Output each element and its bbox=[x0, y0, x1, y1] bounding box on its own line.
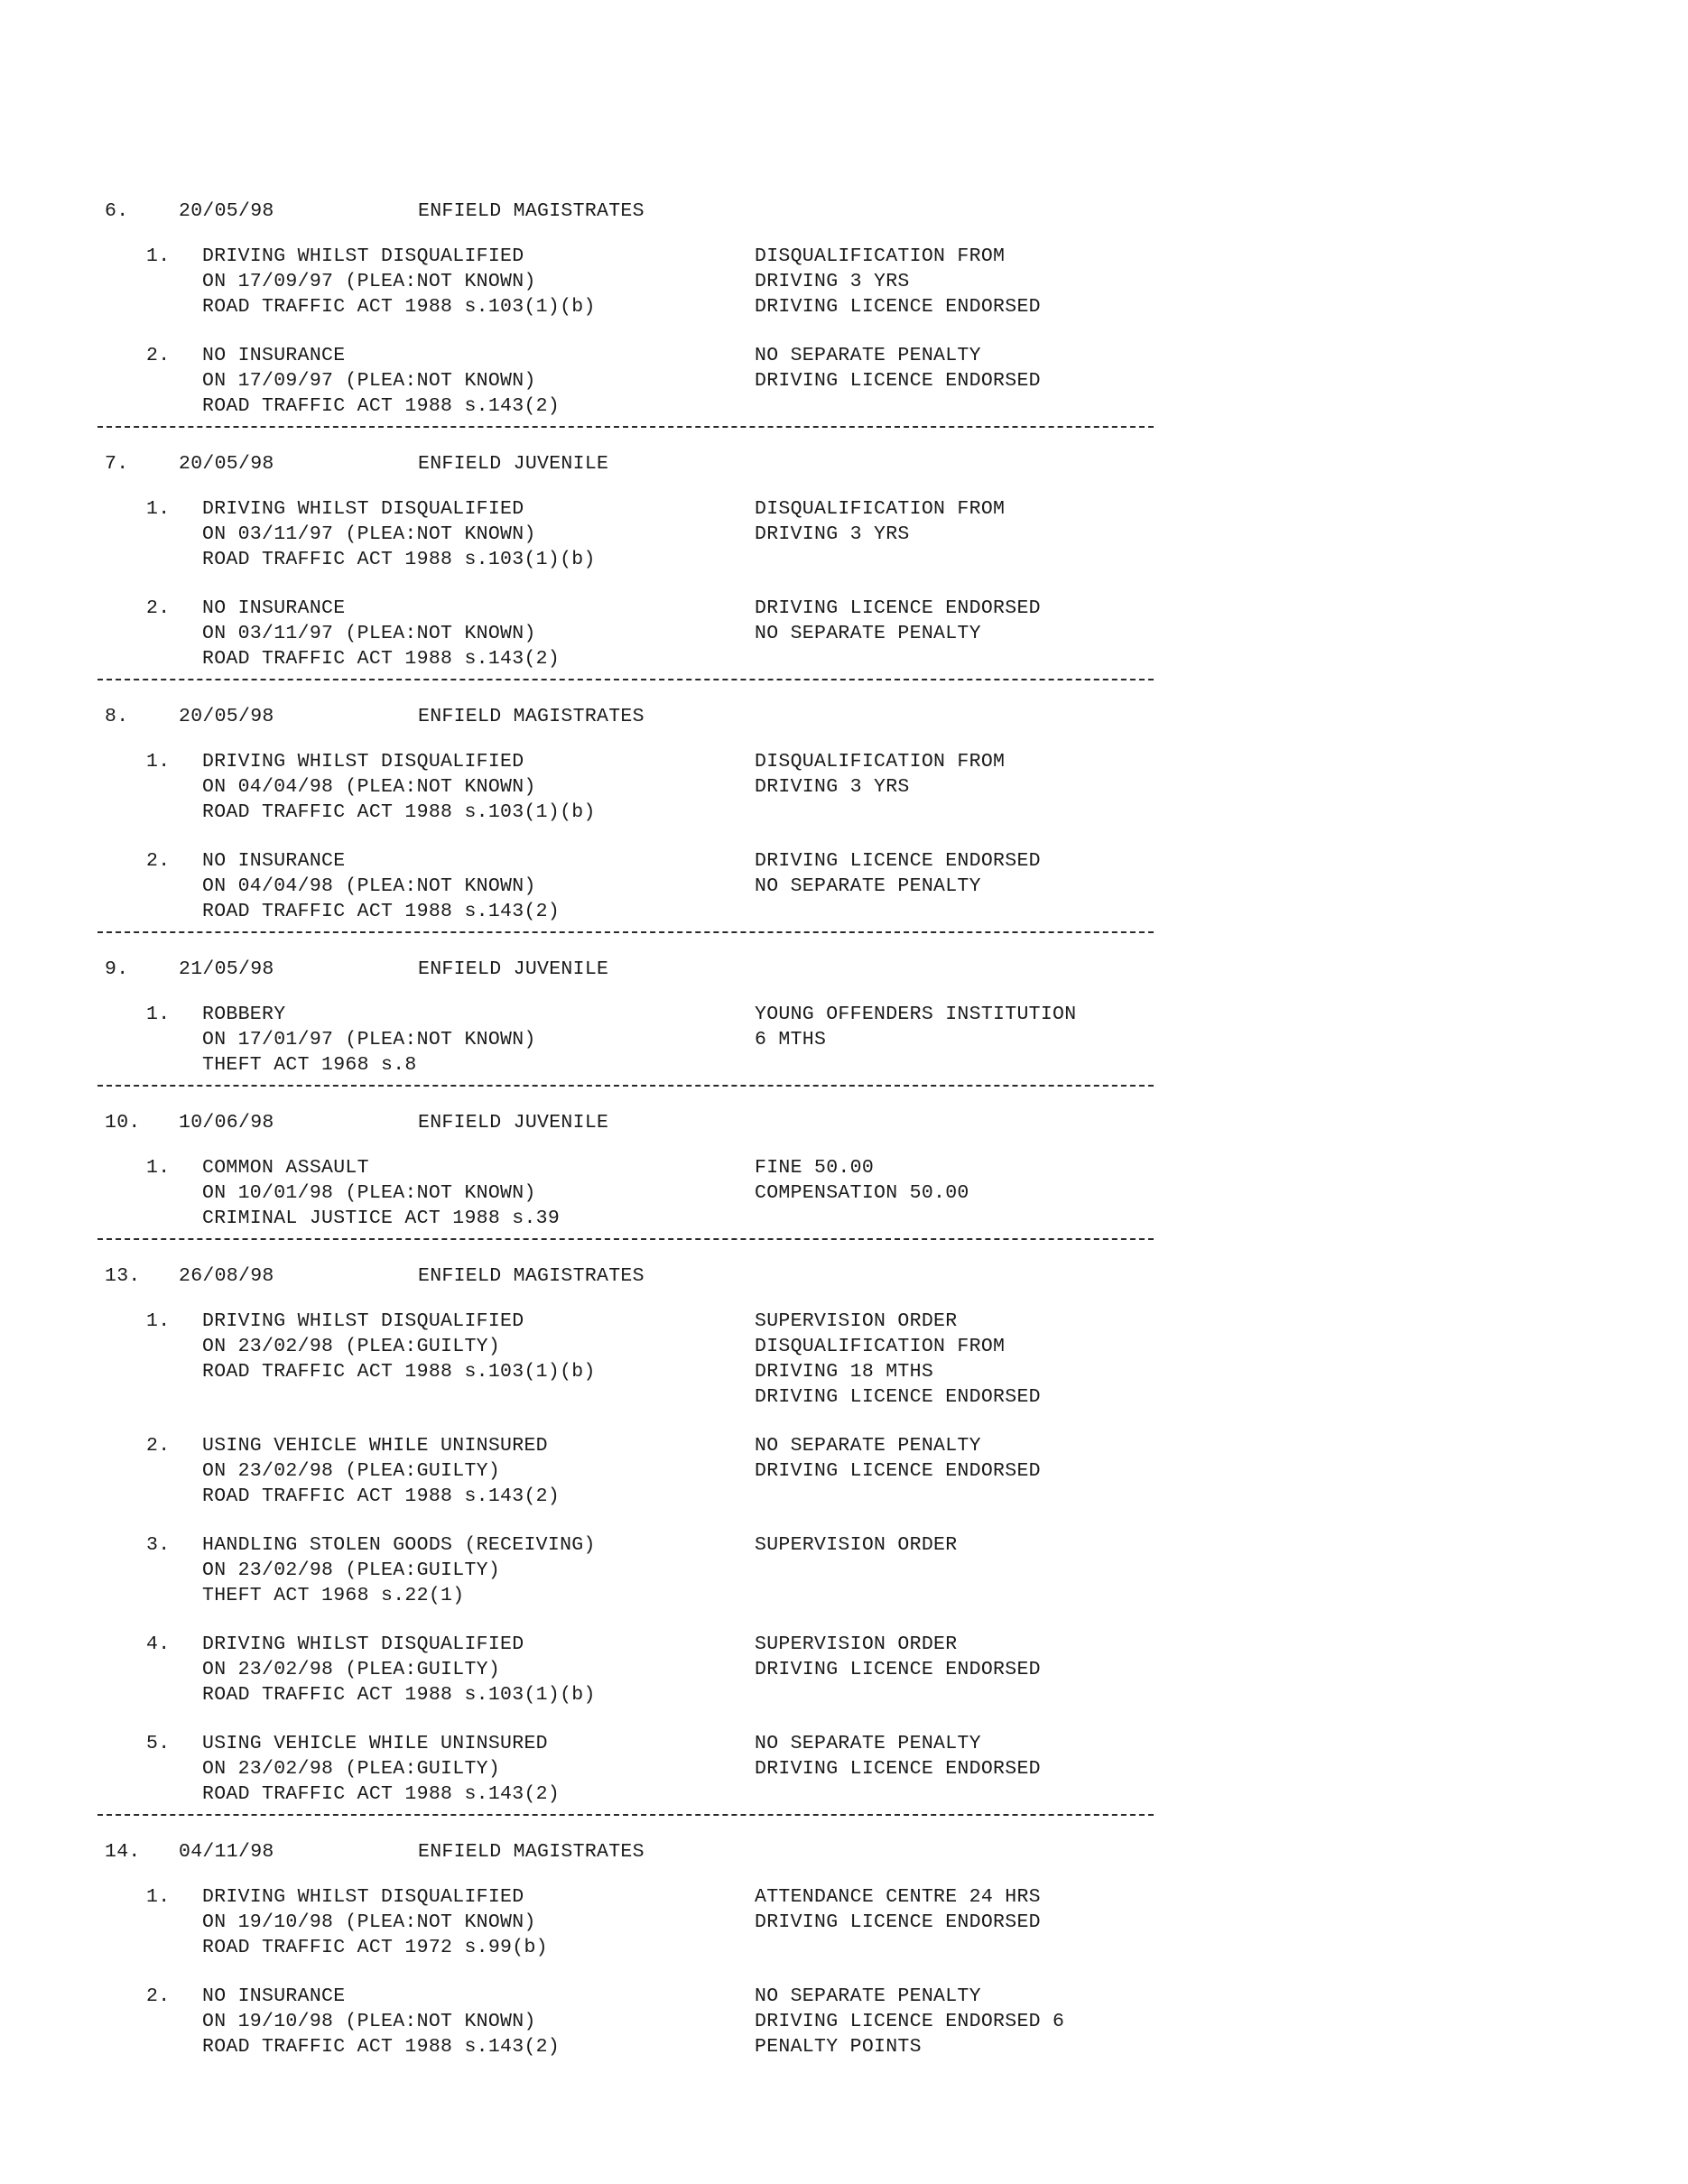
offence-detail-line: ROAD TRAFFIC ACT 1988 s.103(1)(b) bbox=[202, 549, 596, 570]
record-separator bbox=[97, 1085, 1154, 1087]
offence-outcome bbox=[755, 1433, 1170, 1484]
offence-detail-line: NO INSURANCE bbox=[202, 850, 346, 872]
offence-detail-line: ON 03/11/97 (PLEA:NOT KNOWN) bbox=[202, 623, 536, 644]
offence-item bbox=[97, 848, 1163, 924]
offence-outcome bbox=[755, 1884, 1170, 1935]
outcome-line: DRIVING LICENCE ENDORSED bbox=[755, 370, 1041, 392]
outcome-line: PENALTY POINTS bbox=[755, 2036, 922, 2058]
outcome-line: DISQUALIFICATION FROM bbox=[755, 751, 1006, 773]
offence-details bbox=[202, 343, 744, 419]
offence-number: 1. bbox=[146, 1886, 171, 1908]
record-number: 10. bbox=[105, 1112, 141, 1134]
record-date: 10/06/98 bbox=[179, 1112, 274, 1134]
outcome-line: DRIVING LICENCE ENDORSED bbox=[755, 1911, 1041, 1933]
offence-details bbox=[202, 1155, 744, 1231]
offence-item bbox=[97, 343, 1163, 419]
court-name: ENFIELD JUVENILE bbox=[418, 958, 609, 980]
offence-detail-line: DRIVING WHILST DISQUALIFIED bbox=[202, 1310, 524, 1332]
offence-outcome bbox=[755, 1002, 1170, 1052]
record-separator bbox=[97, 1814, 1154, 1816]
offence-detail-line: NO INSURANCE bbox=[202, 1985, 346, 2007]
offence-detail-line: DRIVING WHILST DISQUALIFIED bbox=[202, 245, 524, 267]
offence-detail-line: ON 17/09/97 (PLEA:NOT KNOWN) bbox=[202, 271, 536, 292]
offence-details bbox=[202, 1433, 744, 1509]
record-number: 14. bbox=[105, 1841, 141, 1863]
offence-list bbox=[97, 749, 1163, 924]
offence-details bbox=[202, 1984, 744, 2059]
offence-item bbox=[97, 596, 1163, 671]
offence-detail-line: ROAD TRAFFIC ACT 1988 s.103(1)(b) bbox=[202, 801, 596, 823]
court-name: ENFIELD MAGISTRATES bbox=[418, 200, 645, 222]
outcome-line: DRIVING LICENCE ENDORSED bbox=[755, 1659, 1041, 1680]
court-record bbox=[97, 1108, 1163, 1231]
offence-detail-line: DRIVING WHILST DISQUALIFIED bbox=[202, 1886, 524, 1908]
court-record bbox=[97, 955, 1163, 1078]
offence-detail-line: ON 03/11/97 (PLEA:NOT KNOWN) bbox=[202, 523, 536, 545]
outcome-line: NO SEPARATE PENALTY bbox=[755, 623, 981, 644]
record-number: 13. bbox=[105, 1265, 141, 1287]
offence-detail-line: NO INSURANCE bbox=[202, 345, 346, 366]
offence-detail-line: ON 23/02/98 (PLEA:GUILTY) bbox=[202, 1659, 501, 1680]
record-separator bbox=[97, 679, 1154, 680]
offence-item bbox=[97, 1532, 1163, 1608]
offence-number: 3. bbox=[146, 1534, 171, 1556]
offence-number: 2. bbox=[146, 345, 171, 366]
record-header bbox=[97, 702, 1163, 731]
offence-details bbox=[202, 848, 744, 924]
offence-detail-line: THEFT ACT 1968 s.22(1) bbox=[202, 1585, 465, 1606]
offence-item bbox=[97, 1731, 1163, 1807]
court-record bbox=[97, 702, 1163, 924]
offence-detail-line: USING VEHICLE WHILE UNINSURED bbox=[202, 1435, 548, 1457]
offence-detail-line: ROAD TRAFFIC ACT 1988 s.143(2) bbox=[202, 395, 561, 417]
offence-detail-line: CRIMINAL JUSTICE ACT 1988 s.39 bbox=[202, 1208, 561, 1229]
record-header bbox=[97, 449, 1163, 478]
outcome-line: NO SEPARATE PENALTY bbox=[755, 1985, 981, 2007]
offence-item bbox=[97, 1002, 1163, 1078]
offence-outcome bbox=[755, 596, 1170, 646]
offence-item bbox=[97, 1155, 1163, 1231]
offence-detail-line: ON 23/02/98 (PLEA:GUILTY) bbox=[202, 1460, 501, 1482]
outcome-line: DRIVING LICENCE ENDORSED bbox=[755, 850, 1041, 872]
offence-details bbox=[202, 496, 744, 572]
court-name: ENFIELD JUVENILE bbox=[418, 1112, 609, 1134]
record-number: 6. bbox=[105, 200, 129, 222]
offence-outcome bbox=[755, 749, 1170, 800]
offence-number: 2. bbox=[146, 850, 171, 872]
record-date: 20/05/98 bbox=[179, 706, 274, 727]
offence-number: 1. bbox=[146, 245, 171, 267]
outcome-line: COMPENSATION 50.00 bbox=[755, 1182, 969, 1204]
offence-item bbox=[97, 749, 1163, 825]
outcome-line: SUPERVISION ORDER bbox=[755, 1310, 958, 1332]
outcome-line: FINE 50.00 bbox=[755, 1157, 875, 1179]
offence-detail-line: ON 04/04/98 (PLEA:NOT KNOWN) bbox=[202, 875, 536, 897]
offence-detail-line: ROAD TRAFFIC ACT 1972 s.99(b) bbox=[202, 1937, 548, 1958]
outcome-line: DRIVING LICENCE ENDORSED bbox=[755, 1386, 1041, 1408]
offence-detail-line: ON 19/10/98 (PLEA:NOT KNOWN) bbox=[202, 1911, 536, 1933]
outcome-line: DRIVING LICENCE ENDORSED 6 bbox=[755, 2011, 1065, 2032]
offence-list bbox=[97, 1155, 1163, 1231]
offence-number: 1. bbox=[146, 498, 171, 520]
offence-outcome bbox=[755, 1632, 1170, 1682]
offence-detail-line: COMMON ASSAULT bbox=[202, 1157, 369, 1179]
offence-detail-line: DRIVING WHILST DISQUALIFIED bbox=[202, 498, 524, 520]
court-name: ENFIELD MAGISTRATES bbox=[418, 1841, 645, 1863]
record-date: 20/05/98 bbox=[179, 200, 274, 222]
court-name: ENFIELD MAGISTRATES bbox=[418, 1265, 645, 1287]
offence-detail-line: ROAD TRAFFIC ACT 1988 s.143(2) bbox=[202, 1783, 561, 1805]
offence-outcome bbox=[755, 1984, 1170, 2059]
offence-item bbox=[97, 1433, 1163, 1509]
outcome-line: DRIVING 3 YRS bbox=[755, 271, 910, 292]
offence-details bbox=[202, 1532, 744, 1608]
record-header bbox=[97, 1837, 1163, 1866]
record-separator bbox=[97, 931, 1154, 933]
offence-detail-line: ON 17/09/97 (PLEA:NOT KNOWN) bbox=[202, 370, 536, 392]
offence-detail-line: ROAD TRAFFIC ACT 1988 s.143(2) bbox=[202, 1485, 561, 1507]
outcome-line: DRIVING LICENCE ENDORSED bbox=[755, 296, 1041, 318]
offence-outcome bbox=[755, 1309, 1170, 1410]
offence-list bbox=[97, 1002, 1163, 1078]
offence-detail-line: ROBBERY bbox=[202, 1004, 286, 1025]
offence-number: 1. bbox=[146, 751, 171, 773]
record-number: 9. bbox=[105, 958, 129, 980]
outcome-line: NO SEPARATE PENALTY bbox=[755, 345, 981, 366]
outcome-line: DISQUALIFICATION FROM bbox=[755, 1336, 1006, 1357]
offence-list bbox=[97, 496, 1163, 671]
offence-detail-line: ON 04/04/98 (PLEA:NOT KNOWN) bbox=[202, 776, 536, 798]
offence-list bbox=[97, 1309, 1163, 1807]
offence-details bbox=[202, 749, 744, 825]
court-record bbox=[97, 1262, 1163, 1807]
offence-detail-line: ON 23/02/98 (PLEA:GUILTY) bbox=[202, 1758, 501, 1780]
record-header bbox=[97, 1262, 1163, 1291]
record-date: 26/08/98 bbox=[179, 1265, 274, 1287]
offence-details bbox=[202, 596, 744, 671]
offence-outcome bbox=[755, 343, 1170, 393]
record-header bbox=[97, 955, 1163, 984]
record-number: 8. bbox=[105, 706, 129, 727]
outcome-line: SUPERVISION ORDER bbox=[755, 1633, 958, 1655]
court-record bbox=[97, 449, 1163, 671]
offence-list bbox=[97, 1884, 1163, 2059]
offence-details bbox=[202, 1884, 744, 1960]
record-header bbox=[97, 1108, 1163, 1137]
offence-detail-line: THEFT ACT 1968 s.8 bbox=[202, 1054, 417, 1076]
offence-detail-line: ON 19/10/98 (PLEA:NOT KNOWN) bbox=[202, 2011, 536, 2032]
offence-number: 5. bbox=[146, 1733, 171, 1754]
offence-outcome bbox=[755, 848, 1170, 899]
offence-detail-line: ROAD TRAFFIC ACT 1988 s.103(1)(b) bbox=[202, 1361, 596, 1383]
offence-item bbox=[97, 496, 1163, 572]
record-date: 21/05/98 bbox=[179, 958, 274, 980]
offence-number: 2. bbox=[146, 597, 171, 619]
offence-details bbox=[202, 1632, 744, 1707]
offence-detail-line: DRIVING WHILST DISQUALIFIED bbox=[202, 1633, 524, 1655]
offence-outcome bbox=[755, 1731, 1170, 1781]
offence-detail-line: NO INSURANCE bbox=[202, 597, 346, 619]
outcome-line: DRIVING 3 YRS bbox=[755, 523, 910, 545]
outcome-line: DRIVING LICENCE ENDORSED bbox=[755, 597, 1041, 619]
offence-number: 4. bbox=[146, 1633, 171, 1655]
outcome-line: SUPERVISION ORDER bbox=[755, 1534, 958, 1556]
court-record bbox=[97, 197, 1163, 419]
record-date: 20/05/98 bbox=[179, 453, 274, 475]
offence-number: 1. bbox=[146, 1004, 171, 1025]
offence-detail-line: ROAD TRAFFIC ACT 1988 s.143(2) bbox=[202, 648, 561, 670]
offence-item bbox=[97, 1984, 1163, 2059]
conviction-record-page bbox=[97, 197, 1163, 2065]
outcome-line: NO SEPARATE PENALTY bbox=[755, 1733, 981, 1754]
outcome-line: NO SEPARATE PENALTY bbox=[755, 1435, 981, 1457]
record-header bbox=[97, 197, 1163, 226]
offence-detail-line: ON 23/02/98 (PLEA:GUILTY) bbox=[202, 1559, 501, 1581]
offence-details bbox=[202, 244, 744, 319]
offence-outcome bbox=[755, 244, 1170, 319]
offence-outcome bbox=[755, 1155, 1170, 1206]
offence-number: 2. bbox=[146, 1435, 171, 1457]
offence-detail-line: ROAD TRAFFIC ACT 1988 s.103(1)(b) bbox=[202, 1684, 596, 1706]
outcome-line: DRIVING 3 YRS bbox=[755, 776, 910, 798]
outcome-line: ATTENDANCE CENTRE 24 HRS bbox=[755, 1886, 1041, 1908]
offence-detail-line: DRIVING WHILST DISQUALIFIED bbox=[202, 751, 524, 773]
offence-details bbox=[202, 1309, 744, 1384]
offence-detail-line: HANDLING STOLEN GOODS (RECEIVING) bbox=[202, 1534, 596, 1556]
offence-detail-line: ROAD TRAFFIC ACT 1988 s.143(2) bbox=[202, 901, 561, 922]
offence-item bbox=[97, 1309, 1163, 1410]
offence-number: 2. bbox=[146, 1985, 171, 2007]
outcome-line: DRIVING 18 MTHS bbox=[755, 1361, 934, 1383]
offence-details bbox=[202, 1002, 744, 1078]
court-record bbox=[97, 1837, 1163, 2059]
record-separator bbox=[97, 426, 1154, 428]
record-separator bbox=[97, 1238, 1154, 1240]
offence-item bbox=[97, 1884, 1163, 1960]
court-name: ENFIELD MAGISTRATES bbox=[418, 706, 645, 727]
record-number: 7. bbox=[105, 453, 129, 475]
offence-number: 1. bbox=[146, 1157, 171, 1179]
outcome-line: DISQUALIFICATION FROM bbox=[755, 245, 1006, 267]
offence-detail-line: ROAD TRAFFIC ACT 1988 s.103(1)(b) bbox=[202, 296, 596, 318]
outcome-line: DRIVING LICENCE ENDORSED bbox=[755, 1460, 1041, 1482]
offence-list bbox=[97, 244, 1163, 419]
offence-item bbox=[97, 244, 1163, 319]
offence-details bbox=[202, 1731, 744, 1807]
outcome-line: 6 MTHS bbox=[755, 1029, 827, 1050]
offence-detail-line: ON 17/01/97 (PLEA:NOT KNOWN) bbox=[202, 1029, 536, 1050]
outcome-line: YOUNG OFFENDERS INSTITUTION bbox=[755, 1004, 1077, 1025]
offence-outcome bbox=[755, 496, 1170, 547]
outcome-line: DISQUALIFICATION FROM bbox=[755, 498, 1006, 520]
offence-detail-line: ROAD TRAFFIC ACT 1988 s.143(2) bbox=[202, 2036, 561, 2058]
offence-outcome bbox=[755, 1532, 1170, 1558]
record-date: 04/11/98 bbox=[179, 1841, 274, 1863]
offence-detail-line: USING VEHICLE WHILE UNINSURED bbox=[202, 1733, 548, 1754]
offence-detail-line: ON 23/02/98 (PLEA:GUILTY) bbox=[202, 1336, 501, 1357]
outcome-line: DRIVING LICENCE ENDORSED bbox=[755, 1758, 1041, 1780]
outcome-line: NO SEPARATE PENALTY bbox=[755, 875, 981, 897]
offence-detail-line: ON 10/01/98 (PLEA:NOT KNOWN) bbox=[202, 1182, 536, 1204]
offence-item bbox=[97, 1632, 1163, 1707]
court-name: ENFIELD JUVENILE bbox=[418, 453, 609, 475]
offence-number: 1. bbox=[146, 1310, 171, 1332]
